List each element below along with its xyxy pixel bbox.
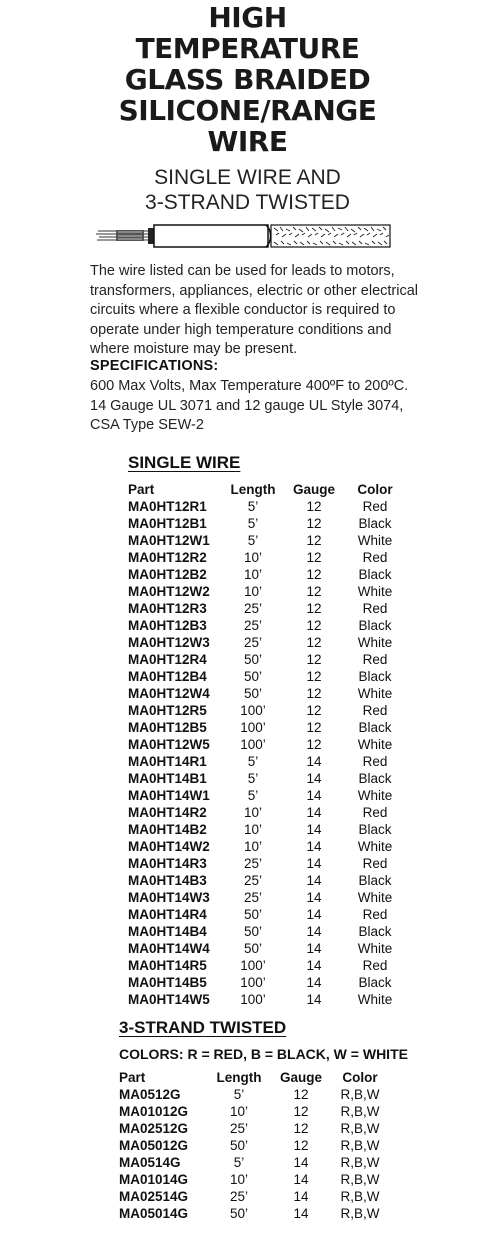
length-cell: 25’ (243, 873, 262, 888)
length-cell: 5’ (233, 1155, 245, 1170)
part-cell: MA0HT12B4 (128, 669, 207, 684)
subtitle-line: SINGLE WIRE AND (154, 166, 341, 189)
page-subtitle (0, 165, 495, 215)
description: The wire listed can be used for leads to motors, transformers, appliances, electric or other electrical circuits where a flexible conductor is required to operate under high temperature conditions and where moisture may be present. (90, 263, 418, 357)
length-cell: 10’ (229, 1104, 248, 1119)
gauge-cell: 12 (306, 499, 322, 514)
table-row (128, 906, 400, 923)
color-cell: White (357, 686, 393, 701)
part-cell: MA0HT14R4 (128, 907, 207, 922)
gauge-cell: 12 (306, 686, 322, 701)
part-cell: MA0HT14B4 (128, 924, 207, 939)
gauge-cell: 14 (306, 992, 322, 1007)
part-cell: MA0HT14W5 (128, 992, 210, 1007)
gauge-cell: 14 (306, 975, 322, 990)
gauge-cell: 14 (293, 1155, 309, 1170)
color-cell: Black (358, 924, 392, 939)
gauge-cell: 14 (306, 873, 322, 888)
color-cell: Red (362, 958, 388, 973)
table-row (128, 617, 400, 634)
length-cell: 50’ (243, 686, 262, 701)
subtitle-line: 3-STRAND TWISTED (145, 191, 350, 214)
color-cell: Black (358, 771, 392, 786)
length-cell: 25’ (243, 618, 262, 633)
gauge-cell: 12 (306, 652, 322, 667)
part-cell: MA01012G (119, 1104, 189, 1119)
gauge-cell: 14 (306, 839, 322, 854)
length-cell: 50’ (243, 669, 262, 684)
length-cell: 5’ (247, 754, 259, 769)
color-cell: Black (358, 618, 392, 633)
three-strand-heading: 3-STRAND TWISTED (119, 1018, 287, 1037)
part-cell: MA0HT12W3 (128, 635, 210, 650)
part-cell: MA0HT12B5 (128, 720, 207, 735)
gauge-cell: 12 (306, 584, 322, 599)
color-cell: Red (362, 805, 388, 820)
part-cell: MA0HT12R1 (128, 499, 207, 514)
table-row (128, 685, 400, 702)
table-row (119, 1137, 385, 1154)
table-row (128, 957, 400, 974)
color-cell: White (357, 839, 393, 854)
length-cell: 100’ (240, 975, 266, 990)
gauge-cell: 14 (293, 1206, 309, 1221)
gauge-cell: 14 (293, 1189, 309, 1204)
title-line: WIRE (207, 125, 288, 158)
color-cell: White (357, 635, 393, 650)
color-cell: Black (358, 873, 392, 888)
gauge-cell: 14 (306, 805, 322, 820)
gauge-cell: 14 (306, 788, 322, 803)
column-header-color: Color (342, 1070, 378, 1085)
length-cell: 100’ (240, 992, 266, 1007)
part-cell: MA0HT12R4 (128, 652, 207, 667)
gauge-cell: 12 (293, 1138, 309, 1153)
braided-wire-icon (96, 222, 392, 250)
table-row (128, 600, 400, 617)
gauge-cell: 14 (306, 924, 322, 939)
part-cell: MA0HT12W5 (128, 737, 210, 752)
table-row (128, 889, 400, 906)
part-cell: MA0HT12B1 (128, 516, 207, 531)
part-cell: MA0HT14W3 (128, 890, 210, 905)
part-cell: MA0HT14B3 (128, 873, 207, 888)
part-cell: MA0512G (119, 1087, 181, 1102)
page-title (0, 2, 495, 157)
gauge-cell: 12 (306, 516, 322, 531)
gauge-cell: 12 (306, 720, 322, 735)
gauge-cell: 12 (306, 618, 322, 633)
color-cell: Red (362, 652, 388, 667)
part-cell: MA01014G (119, 1172, 189, 1187)
color-cell: R,B,W (340, 1172, 380, 1187)
part-cell: MA0HT12B2 (128, 567, 207, 582)
gauge-cell: 12 (306, 550, 322, 565)
length-cell: 25’ (243, 635, 262, 650)
part-cell: MA02512G (119, 1121, 189, 1136)
single-wire-table-body (128, 498, 400, 1008)
part-cell: MA0HT14W4 (128, 941, 210, 956)
table-row (128, 515, 400, 532)
table-row (128, 753, 400, 770)
color-cell: Red (362, 601, 388, 616)
part-cell: MA0HT12R5 (128, 703, 207, 718)
table-row (128, 668, 400, 685)
part-cell: MA0HT14W1 (128, 788, 210, 803)
length-cell: 5’ (247, 533, 259, 548)
column-header-length: Length (216, 1070, 262, 1085)
table-row (119, 1086, 385, 1103)
part-cell: MA0HT14B1 (128, 771, 207, 786)
color-cell: R,B,W (340, 1104, 380, 1119)
color-cell: R,B,W (340, 1121, 380, 1136)
color-cell: Red (362, 703, 388, 718)
table-row (128, 991, 400, 1008)
color-cell: R,B,W (340, 1087, 380, 1102)
table-row (128, 532, 400, 549)
single-wire-table (128, 481, 400, 1008)
table-row (119, 1154, 385, 1171)
colors-legend: COLORS: R = RED, B = BLACK, W = WHITE (119, 1046, 408, 1062)
three-strand-table-body (119, 1086, 385, 1222)
gauge-cell: 12 (293, 1121, 309, 1136)
table-row (128, 804, 400, 821)
color-cell: Red (362, 550, 388, 565)
length-cell: 25’ (243, 601, 262, 616)
length-cell: 50’ (243, 652, 262, 667)
part-cell: MA0HT14R3 (128, 856, 207, 871)
length-cell: 10’ (229, 1172, 248, 1187)
title-line: HIGH (208, 1, 287, 34)
length-cell: 50’ (243, 907, 262, 922)
part-cell: MA05014G (119, 1206, 189, 1221)
table-row (128, 651, 400, 668)
length-cell: 50’ (229, 1138, 248, 1153)
gauge-cell: 14 (306, 907, 322, 922)
single-wire-heading: SINGLE WIRE (128, 453, 241, 472)
length-cell: 50’ (229, 1206, 248, 1221)
length-cell: 100’ (240, 737, 266, 752)
column-header-part: Part (119, 1070, 146, 1085)
gauge-cell: 14 (306, 771, 322, 786)
length-cell: 100’ (240, 703, 266, 718)
part-cell: MA0514G (119, 1155, 181, 1170)
column-header-part: Part (128, 482, 155, 497)
length-cell: 10’ (243, 584, 262, 599)
length-cell: 100’ (240, 958, 266, 973)
column-header-length: Length (230, 482, 276, 497)
gauge-cell: 14 (306, 890, 322, 905)
gauge-cell: 14 (306, 822, 322, 837)
table-row (128, 498, 400, 515)
length-cell: 10’ (243, 567, 262, 582)
color-cell: R,B,W (340, 1138, 380, 1153)
gauge-cell: 12 (306, 533, 322, 548)
gauge-cell: 14 (306, 856, 322, 871)
table-row (128, 549, 400, 566)
gauge-cell: 12 (306, 567, 322, 582)
color-cell: R,B,W (340, 1155, 380, 1170)
color-cell: White (357, 584, 393, 599)
color-cell: White (357, 941, 393, 956)
length-cell: 5’ (247, 788, 259, 803)
part-cell: MA0HT14R1 (128, 754, 207, 769)
gauge-cell: 12 (306, 703, 322, 718)
length-cell: 10’ (243, 822, 262, 837)
table-header-row (119, 1069, 385, 1086)
color-cell: Red (362, 754, 388, 769)
gauge-cell: 14 (306, 754, 322, 769)
color-cell: Black (358, 822, 392, 837)
table-row (119, 1188, 385, 1205)
color-cell: Red (362, 499, 388, 514)
length-cell: 25’ (243, 856, 262, 871)
color-cell: White (357, 737, 393, 752)
length-cell: 25’ (229, 1189, 248, 1204)
color-cell: Black (358, 720, 392, 735)
table-row (128, 838, 400, 855)
specifications-text: 600 Max Volts, Max Temperature 400ºF to 200ºC. 14 Gauge UL 3071 and 12 gauge UL Style 3074, CSA Type SEW-2 (90, 378, 409, 433)
table-row (128, 821, 400, 838)
table-row (128, 634, 400, 651)
gauge-cell: 12 (306, 601, 322, 616)
length-cell: 10’ (243, 839, 262, 854)
length-cell: 10’ (243, 550, 262, 565)
color-cell: Black (358, 567, 392, 582)
color-cell: R,B,W (340, 1206, 380, 1221)
part-cell: MA0HT14R2 (128, 805, 207, 820)
table-row (128, 702, 400, 719)
part-cell: MA05012G (119, 1138, 189, 1153)
part-cell: MA0HT12W2 (128, 584, 210, 599)
length-cell: 50’ (243, 941, 262, 956)
length-cell: 5’ (247, 516, 259, 531)
length-cell: 10’ (243, 805, 262, 820)
part-cell: MA02514G (119, 1189, 189, 1204)
table-row (119, 1171, 385, 1188)
length-cell: 25’ (229, 1121, 248, 1136)
gauge-cell: 12 (306, 737, 322, 752)
gauge-cell: 12 (306, 669, 322, 684)
part-cell: MA0HT14B5 (128, 975, 207, 990)
part-cell: MA0HT12R3 (128, 601, 207, 616)
gauge-cell: 12 (306, 635, 322, 650)
color-cell: Red (362, 856, 388, 871)
part-cell: MA0HT12B3 (128, 618, 207, 633)
table-row (128, 583, 400, 600)
table-row (128, 923, 400, 940)
color-cell: Black (358, 669, 392, 684)
length-cell: 5’ (247, 771, 259, 786)
color-cell: Red (362, 907, 388, 922)
gauge-cell: 12 (293, 1104, 309, 1119)
part-cell: MA0HT12R2 (128, 550, 207, 565)
table-row (119, 1205, 385, 1222)
title-line: GLASS BRAIDED (124, 63, 371, 96)
color-cell: White (357, 788, 393, 803)
title-line: TEMPERATURE (135, 32, 360, 65)
column-header-gauge: Gauge (279, 1070, 322, 1085)
length-cell: 25’ (243, 890, 262, 905)
table-row (128, 855, 400, 872)
specifications-heading: SPECIFICATIONS: (90, 358, 219, 374)
table-row (128, 566, 400, 583)
part-cell: MA0HT12W1 (128, 533, 210, 548)
table-row (119, 1120, 385, 1137)
gauge-cell: 12 (293, 1087, 309, 1102)
color-cell: R,B,W (340, 1189, 380, 1204)
three-strand-table (119, 1069, 385, 1222)
part-cell: MA0HT14B2 (128, 822, 207, 837)
gauge-cell: 14 (293, 1172, 309, 1187)
column-header-gauge: Gauge (292, 482, 335, 497)
length-cell: 50’ (243, 924, 262, 939)
table-header-row (128, 481, 400, 498)
gauge-cell: 14 (306, 941, 322, 956)
color-cell: White (357, 992, 393, 1007)
color-cell: White (357, 533, 393, 548)
color-cell: Black (358, 975, 392, 990)
color-cell: White (357, 890, 393, 905)
column-header-color: Color (357, 482, 393, 497)
part-cell: MA0HT12W4 (128, 686, 210, 701)
table-row (128, 787, 400, 804)
length-cell: 100’ (240, 720, 266, 735)
length-cell: 5’ (233, 1087, 245, 1102)
table-row (128, 974, 400, 991)
table-row (128, 719, 400, 736)
gauge-cell: 14 (306, 958, 322, 973)
table-row (128, 872, 400, 889)
table-row (128, 940, 400, 957)
title-line: SILICONE/RANGE (118, 94, 377, 127)
part-cell: MA0HT14W2 (128, 839, 210, 854)
table-row (119, 1103, 385, 1120)
length-cell: 5’ (247, 499, 259, 514)
table-row (128, 736, 400, 753)
table-row (128, 770, 400, 787)
color-cell: Black (358, 516, 392, 531)
part-cell: MA0HT14R5 (128, 958, 207, 973)
